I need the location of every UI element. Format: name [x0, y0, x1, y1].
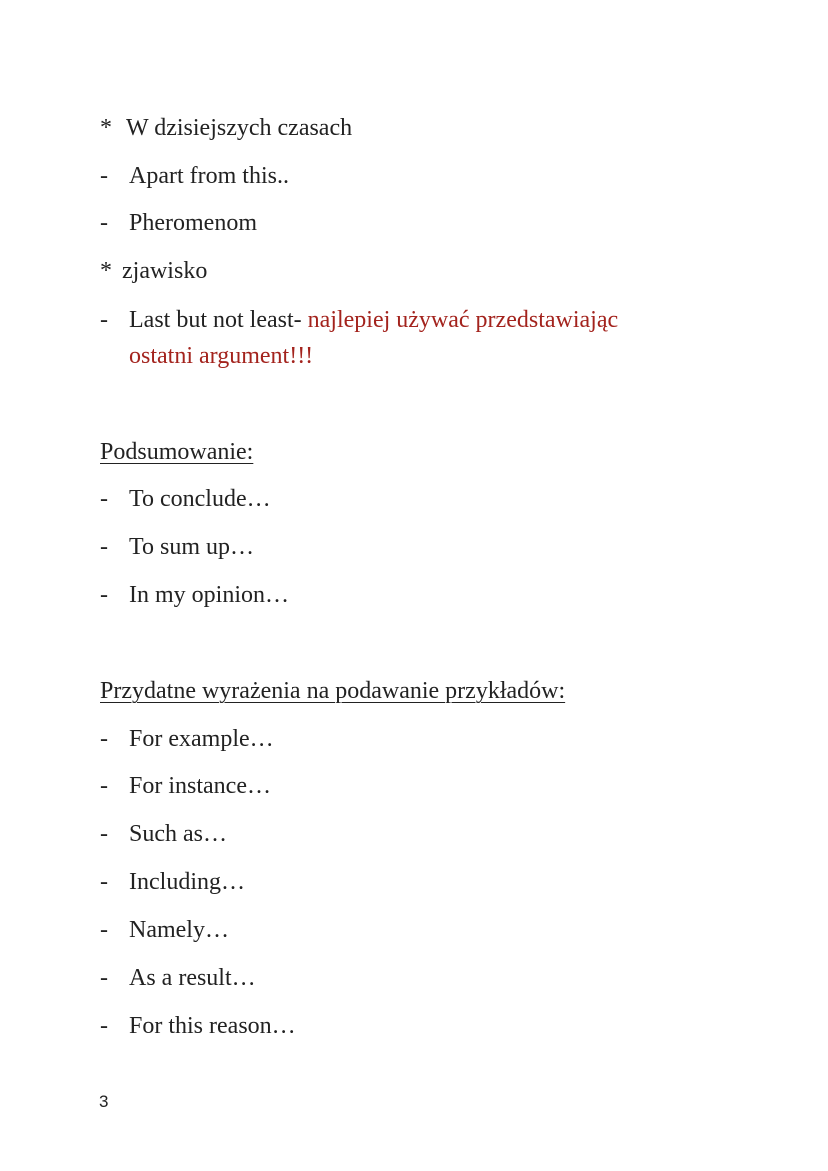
star-item-zjawisko — [100, 256, 207, 286]
list-item-text: Apart from this.. — [129, 163, 289, 189]
list-item-text: For example… — [129, 726, 274, 752]
dash-marker: - — [100, 917, 108, 943]
examples-heading: Przydatne wyrażenia na podawanie przykładów: — [100, 678, 566, 704]
summary-heading: Podsumowanie: — [100, 439, 254, 465]
list-item-text: Including… — [129, 869, 245, 895]
list-item-text: As a result… — [129, 965, 256, 991]
dash-marker: - — [100, 773, 108, 799]
list-item-text: Last but not least- — [129, 307, 302, 333]
dash-marker: - — [100, 307, 108, 333]
star-item-w-dzisiejszych — [100, 113, 352, 143]
list-item-text: For this reason… — [129, 1013, 296, 1039]
dash-marker: - — [100, 534, 108, 560]
red-note-line-1: najlepiej używać przedstawiając — [307, 307, 619, 333]
list-item-text: To conclude… — [129, 486, 271, 512]
asterisk-marker: * — [100, 115, 112, 141]
page-number: 3 — [99, 1092, 109, 1111]
list-item-text: Pheromenom — [129, 210, 257, 236]
list-item-text: Namely… — [129, 917, 229, 943]
dash-marker: - — [100, 869, 108, 895]
dash-marker: - — [100, 965, 108, 991]
dash-marker: - — [100, 582, 108, 608]
dash-marker: - — [100, 210, 108, 236]
dash-marker: - — [100, 1013, 108, 1039]
red-note-line-2: ostatni argument!!! — [129, 343, 314, 369]
asterisk-marker: * — [100, 258, 112, 284]
dash-marker: - — [100, 486, 108, 512]
list-item-text: For instance… — [129, 773, 271, 799]
star-item-text: W dzisiejszych czasach — [126, 115, 353, 141]
list-item-text: In my opinion… — [129, 582, 289, 608]
list-item-text: Such as… — [129, 821, 227, 847]
star-item-text: zjawisko — [122, 258, 208, 284]
dash-marker: - — [100, 726, 108, 752]
list-item-text: To sum up… — [129, 534, 254, 560]
dash-marker: - — [100, 821, 108, 847]
red-note-continuation — [129, 341, 313, 371]
dash-marker: - — [100, 163, 108, 189]
